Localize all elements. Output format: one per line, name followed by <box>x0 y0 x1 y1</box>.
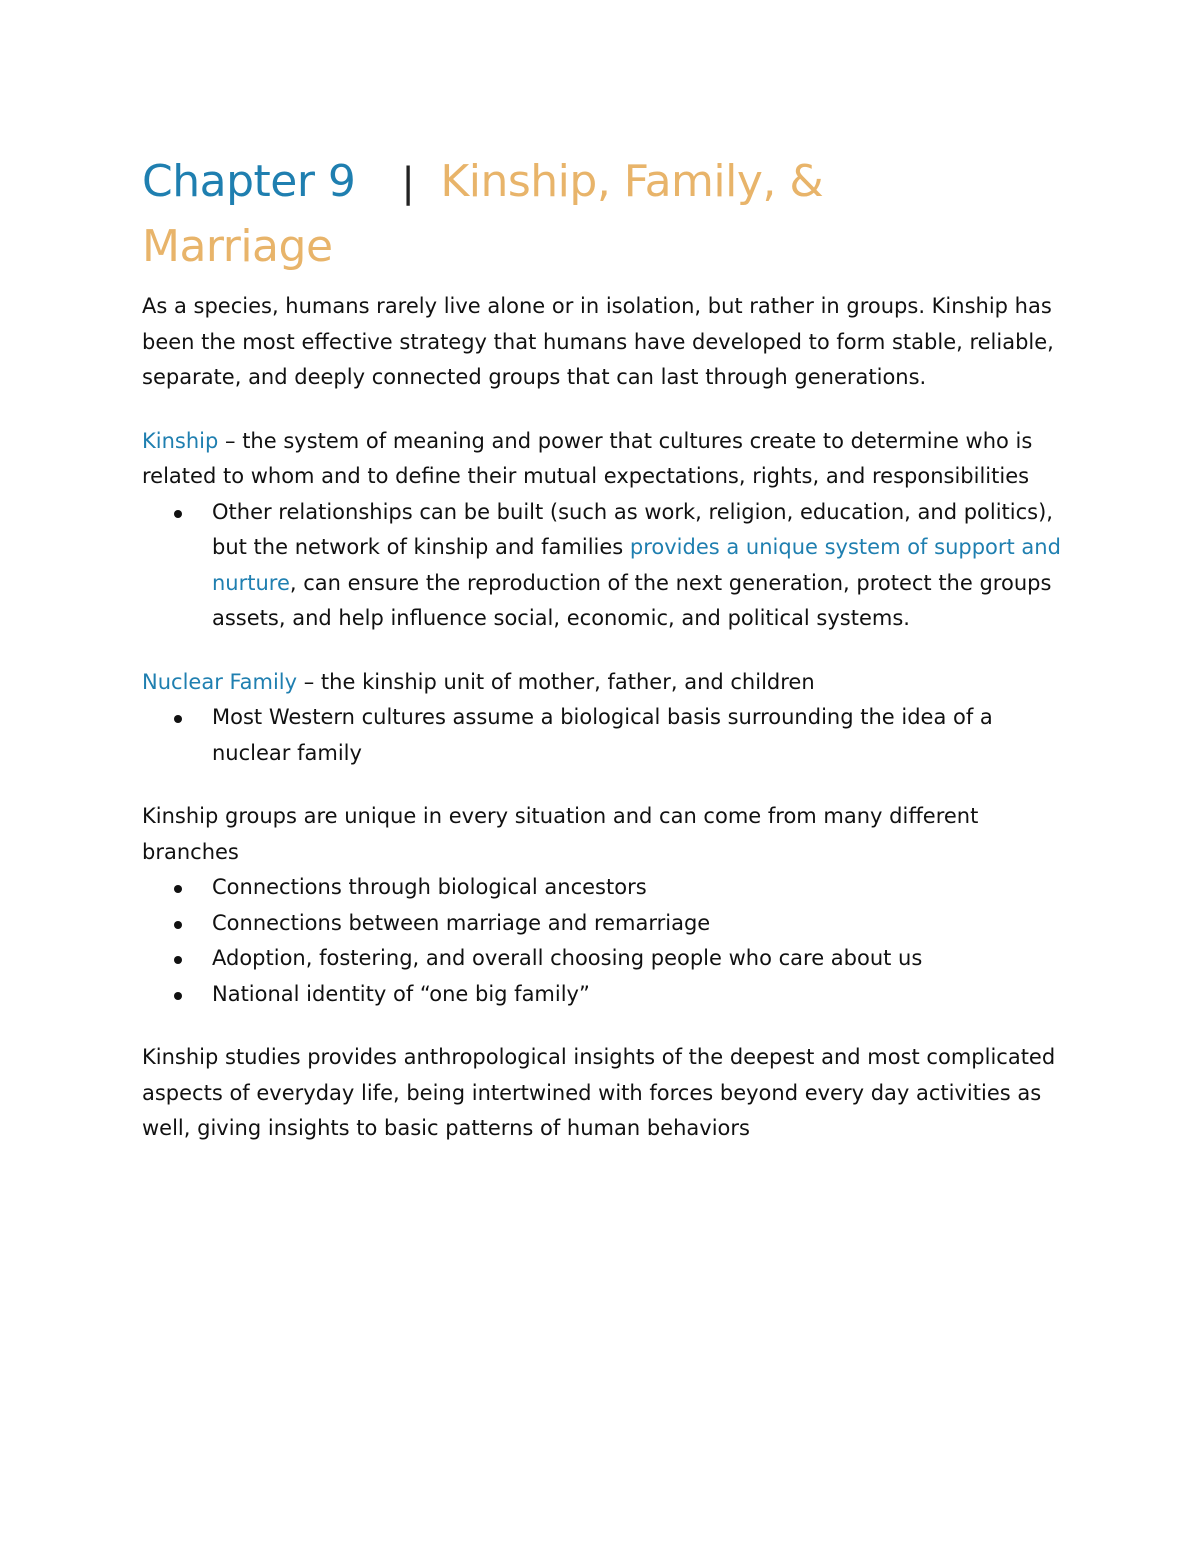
chapter-number: Chapter 9 <box>142 156 356 207</box>
list-item-text: Connections between marriage and remarriage <box>212 910 711 935</box>
chapter-topic-line2: Marriage <box>142 221 333 272</box>
list-item <box>212 495 1070 637</box>
kinship-term: Kinship <box>142 428 219 453</box>
nuclear-family-term: Nuclear Family <box>142 669 298 694</box>
kinship-groups-intro: Kinship groups are unique in every situation and can come from many different branches <box>142 804 979 864</box>
bullet-icon <box>174 992 182 1000</box>
kinship-bullets <box>142 495 1070 637</box>
list-item <box>212 700 1070 771</box>
spacer <box>142 1012 1070 1040</box>
spacer <box>142 396 1070 424</box>
list-item <box>212 906 1070 942</box>
page-title <box>142 150 1070 279</box>
list-item-text: Adoption, fostering, and overall choosing people who care about us <box>212 946 923 970</box>
kinship-bullet-after: , can ensure the reproduction of the next generation, protect the groups assets, and help influence social, economic, and political systems. <box>212 570 1052 630</box>
bullet-icon <box>174 885 182 893</box>
kinship-bullet-highlight: provides a unique system of support and nurture <box>212 535 1061 595</box>
kinship-definition-text: – the system of meaning and power that cultures create to determine who is related to whom and to define their mutual expectations, rights, and responsibilities <box>142 428 1033 488</box>
list-item-text: Connections through biological ancestors <box>212 875 647 899</box>
nuclear-family-definition-text: – the kinship unit of mother, father, and children <box>297 669 815 694</box>
spacer <box>142 771 1070 799</box>
bullet-icon <box>174 715 182 723</box>
nuclear-family-bullets <box>142 700 1070 771</box>
nuclear-family-bullet: Most Western cultures assume a biological basis surrounding the idea of a nuclear family <box>212 705 993 765</box>
kinship-groups-list <box>142 870 1070 1012</box>
list-item-text: National identity of “one big family” <box>212 981 590 1006</box>
list-item <box>212 977 1070 1013</box>
list-item <box>212 941 1070 977</box>
intro-paragraph: As a species, humans rarely live alone or in isolation, but rather in groups. Kinship has been the most effective strategy that humans have developed to form stable, reliable, separate, and deeply connected groups that can last through generations. <box>142 294 1054 389</box>
kinship-bullet-before: Other relationships can be built (such as work, religion, education, and politics), but the network of kinship and families <box>212 499 1053 559</box>
title-separator: | <box>401 160 415 206</box>
bullet-icon <box>174 956 182 964</box>
kinship-definition <box>142 424 1070 495</box>
bullet-icon <box>174 510 182 518</box>
nuclear-family-definition <box>142 665 1070 701</box>
spacer <box>142 637 1070 665</box>
chapter-topic-line1: Kinship, Family, & <box>440 156 824 207</box>
conclusion-paragraph: Kinship studies provides anthropological insights of the deepest and most complicated aspects of everyday life, being intertwined with forces beyond every day activities as well, giving insights to basic patterns of human behaviors <box>142 1045 1056 1140</box>
bullet-icon <box>174 921 182 929</box>
list-item <box>212 870 1070 906</box>
